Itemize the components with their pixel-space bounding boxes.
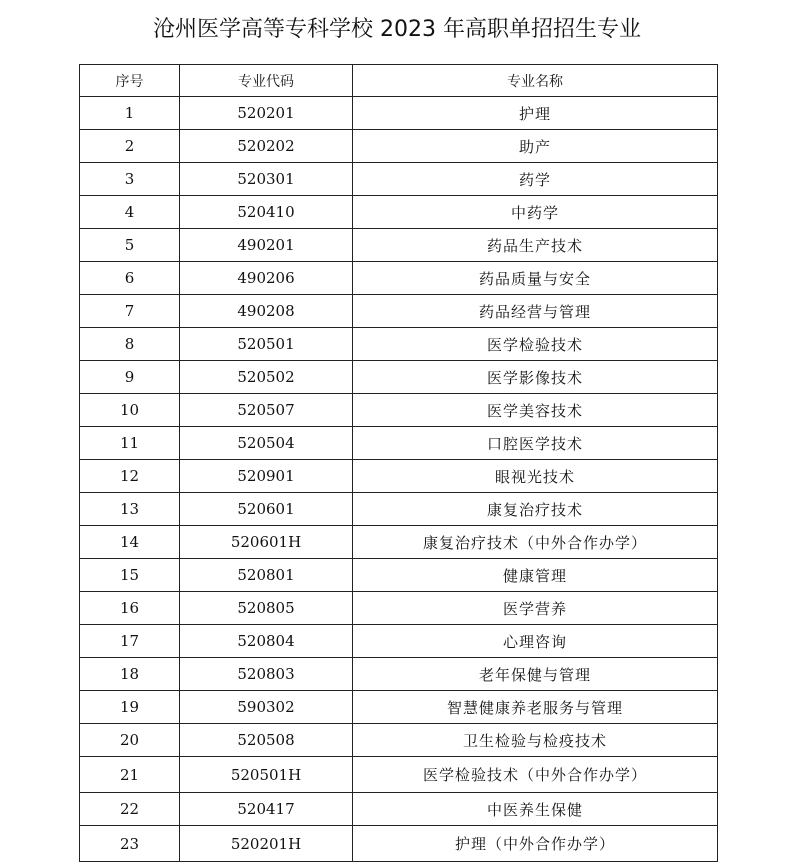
header-serial-number: 序号 [80,65,180,97]
cell-serial-number: 22 [80,793,180,826]
cell-major-name: 中药学 [353,196,718,229]
cell-major-code: 520601 [180,493,353,526]
table-row [80,427,718,460]
table-row [80,460,718,493]
cell-serial-number: 19 [80,691,180,724]
cell-major-name: 医学美容技术 [353,394,718,427]
cell-major-code: 520901 [180,460,353,493]
cell-major-code: 520601H [180,526,353,559]
cell-major-name: 医学影像技术 [353,361,718,394]
cell-serial-number: 13 [80,493,180,526]
cell-major-code: 490201 [180,229,353,262]
cell-major-code: 520417 [180,793,353,826]
cell-major-code: 520804 [180,625,353,658]
cell-major-code: 490208 [180,295,353,328]
cell-serial-number: 5 [80,229,180,262]
table-row [80,130,718,163]
cell-major-name: 医学检验技术（中外合作办学） [353,757,718,793]
cell-serial-number: 16 [80,592,180,625]
cell-major-code: 520502 [180,361,353,394]
cell-major-name: 药品质量与安全 [353,262,718,295]
table-row [80,97,718,130]
cell-major-code: 590302 [180,691,353,724]
cell-major-code: 520801 [180,559,353,592]
cell-major-code: 520501H [180,757,353,793]
cell-major-name: 智慧健康养老服务与管理 [353,691,718,724]
cell-serial-number: 18 [80,658,180,691]
cell-major-name: 药学 [353,163,718,196]
cell-serial-number: 4 [80,196,180,229]
cell-major-code: 520201H [180,826,353,862]
cell-major-name: 助产 [353,130,718,163]
cell-major-code: 520803 [180,658,353,691]
cell-major-name: 康复治疗技术 [353,493,718,526]
cell-major-name: 护理（中外合作办学） [353,826,718,862]
cell-serial-number: 7 [80,295,180,328]
table-row [80,229,718,262]
table-row [80,361,718,394]
table-row [80,757,718,793]
table-row [80,559,718,592]
table-row [80,493,718,526]
cell-serial-number: 1 [80,97,180,130]
table-row [80,262,718,295]
table-body [80,97,718,862]
cell-major-name: 眼视光技术 [353,460,718,493]
cell-major-name: 护理 [353,97,718,130]
cell-major-name: 健康管理 [353,559,718,592]
cell-major-code: 520504 [180,427,353,460]
cell-serial-number: 21 [80,757,180,793]
cell-major-code: 520507 [180,394,353,427]
cell-major-name: 药品经营与管理 [353,295,718,328]
table-row [80,526,718,559]
cell-major-code: 490206 [180,262,353,295]
cell-serial-number: 2 [80,130,180,163]
cell-serial-number: 12 [80,460,180,493]
table-header-row [80,65,718,97]
cell-major-name: 康复治疗技术（中外合作办学） [353,526,718,559]
cell-serial-number: 6 [80,262,180,295]
document-title: 沧州医学高等专科学校 2023 年高职单招招生专业 [153,17,641,42]
cell-major-name: 口腔医学技术 [353,427,718,460]
table-row [80,394,718,427]
cell-major-code: 520410 [180,196,353,229]
cell-major-code: 520202 [180,130,353,163]
cell-serial-number: 11 [80,427,180,460]
header-major-code: 专业代码 [180,65,353,97]
majors-table [79,64,718,862]
cell-major-code: 520501 [180,328,353,361]
table-row [80,625,718,658]
cell-serial-number: 14 [80,526,180,559]
cell-major-name: 中医养生保健 [353,793,718,826]
table-row [80,592,718,625]
cell-major-name: 药品生产技术 [353,229,718,262]
cell-major-name: 医学检验技术 [353,328,718,361]
cell-major-name: 医学营养 [353,592,718,625]
cell-major-name: 老年保健与管理 [353,658,718,691]
cell-serial-number: 8 [80,328,180,361]
cell-major-code: 520301 [180,163,353,196]
table-row [80,328,718,361]
cell-major-code: 520508 [180,724,353,757]
table-row [80,196,718,229]
table-row [80,793,718,826]
table-row [80,691,718,724]
table-row [80,163,718,196]
cell-serial-number: 3 [80,163,180,196]
cell-major-code: 520201 [180,97,353,130]
cell-serial-number: 10 [80,394,180,427]
cell-serial-number: 17 [80,625,180,658]
cell-major-name: 卫生检验与检疫技术 [353,724,718,757]
cell-serial-number: 15 [80,559,180,592]
cell-serial-number: 23 [80,826,180,862]
cell-serial-number: 20 [80,724,180,757]
table-row [80,826,718,862]
cell-serial-number: 9 [80,361,180,394]
cell-major-code: 520805 [180,592,353,625]
table-row [80,295,718,328]
table-row [80,724,718,757]
header-major-name: 专业名称 [353,65,718,97]
table-row [80,658,718,691]
cell-major-name: 心理咨询 [353,625,718,658]
